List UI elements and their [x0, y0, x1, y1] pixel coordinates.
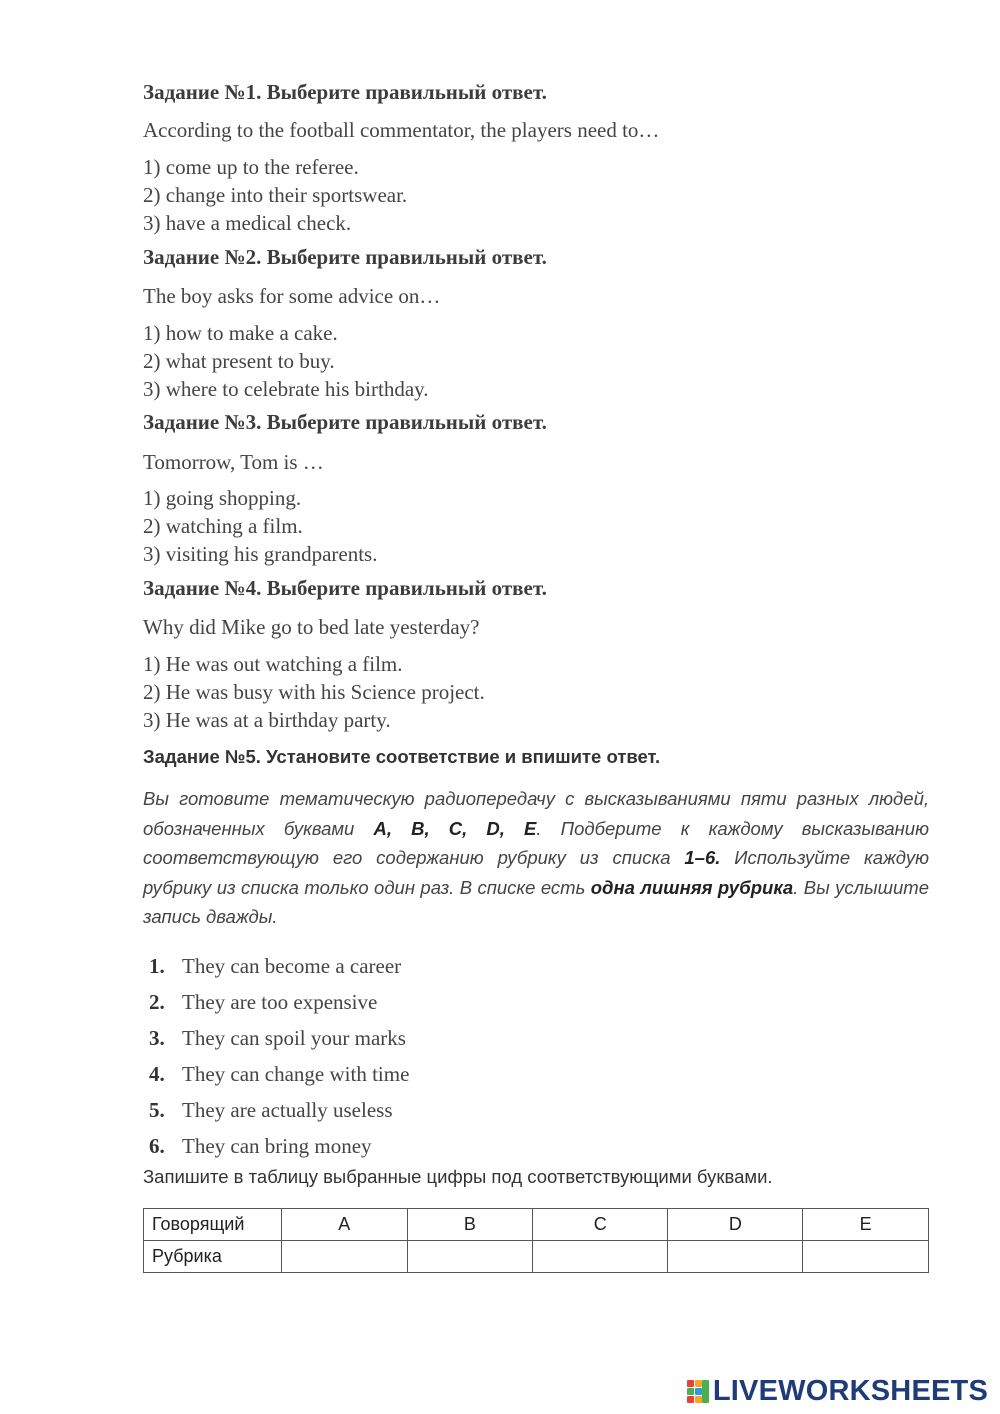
task-3-question: Tomorrow, Tom is …: [143, 450, 324, 474]
speaker-letter-d: D: [668, 1209, 803, 1241]
instruction-range: 1–6.: [684, 847, 721, 869]
speaker-row: [144, 1209, 929, 1241]
rubric-item: [149, 1062, 409, 1087]
rubric-text: They can bring money: [182, 1134, 372, 1158]
logo-square-1: [687, 1380, 694, 1387]
logo-square-3: [687, 1388, 694, 1395]
logo-square-4: [695, 1388, 702, 1395]
instruction-text-2: . Подберите к каждому высказыванию соответствующую его содержанию рубрику из списка: [143, 817, 929, 869]
task-5-heading: Задание №5. Установите соответствие и впишите ответ.: [143, 746, 661, 767]
task-4-option-1[interactable]: 1) He was out watching a film.: [143, 652, 403, 676]
instruction-extra-rubric: одна лишняя рубрика: [590, 876, 794, 898]
logo-square-6: [695, 1396, 702, 1403]
task-1-option-3[interactable]: 3) have a medical check.: [143, 211, 352, 235]
task-2-option-3[interactable]: 3) where to celebrate his birthday.: [143, 377, 429, 401]
speaker-letter-c: C: [533, 1209, 668, 1241]
liveworksheets-logo-icon: [687, 1378, 709, 1404]
rubric-row: [144, 1241, 929, 1273]
task-1-option-1[interactable]: 1) come up to the referee.: [143, 155, 359, 179]
answer-table: [143, 1208, 929, 1273]
speaker-letter-b: B: [407, 1209, 533, 1241]
task-5-instruction: [143, 784, 929, 932]
rubric-label: Рубрика: [144, 1241, 282, 1273]
rubric-number: 1.: [149, 954, 165, 978]
speaker-letter-a: A: [282, 1209, 408, 1241]
logo-square-5: [687, 1396, 694, 1403]
instruction-text-3: Используйте каждую рубрику из списка только один раз. В списке есть: [143, 847, 929, 898]
task-1-option-2[interactable]: 2) change into their sportswear.: [143, 183, 408, 207]
task-3-option-3[interactable]: 3) visiting his grandparents.: [143, 542, 378, 566]
rubric-number: 5.: [149, 1098, 165, 1122]
liveworksheets-logo-text: LIVEWORKSHEETS: [712, 1374, 988, 1407]
task-4-option-2[interactable]: 2) He was busy with his Science project.: [143, 680, 485, 704]
rubric-item: [149, 1134, 372, 1159]
rubric-text: They are too expensive: [182, 990, 378, 1014]
table-instruction: Запишите в таблицу выбранные цифры под соответствующими буквами.: [143, 1166, 773, 1187]
logo-square-2: [695, 1380, 702, 1387]
rubric-text: They are actually useless: [182, 1098, 393, 1122]
task-2-heading: Задание №2. Выберите правильный ответ.: [143, 245, 547, 269]
rubric-item: [149, 990, 377, 1015]
speaker-letter-e: E: [803, 1209, 929, 1241]
task-2-option-1[interactable]: 1) how to make a cake.: [143, 321, 338, 345]
task-4-heading: Задание №4. Выберите правильный ответ.: [143, 576, 547, 600]
speaker-label: Говорящий: [144, 1209, 282, 1241]
task-2-option-2[interactable]: 2) what present to buy.: [143, 349, 335, 373]
answer-cell-b[interactable]: [407, 1241, 533, 1273]
task-2-question: The boy asks for some advice on…: [143, 284, 441, 308]
liveworksheets-logo: [687, 1374, 988, 1408]
rubric-text: They can become a career: [182, 954, 402, 978]
instruction-letters: A, B, C, D, E: [373, 817, 537, 839]
rubric-item: [149, 1098, 393, 1123]
rubric-text: They can change with time: [182, 1062, 410, 1086]
rubric-number: 6.: [149, 1134, 165, 1158]
task-1-question: According to the football commentator, the players need to…: [143, 118, 660, 142]
task-3-option-2[interactable]: 2) watching a film.: [143, 514, 303, 538]
task-4-option-3[interactable]: 3) He was at a birthday party.: [143, 708, 391, 732]
rubric-number: 4.: [149, 1062, 165, 1086]
instruction-text-4: . Вы услышите запись дважды.: [143, 876, 929, 928]
logo-bar: [702, 1380, 709, 1403]
answer-cell-e[interactable]: [803, 1241, 929, 1273]
answer-cell-c[interactable]: [533, 1241, 668, 1273]
rubric-item: [149, 1026, 406, 1051]
answer-cell-d[interactable]: [668, 1241, 803, 1273]
task-1-heading: Задание №1. Выберите правильный ответ.: [143, 80, 547, 104]
task-3-option-1[interactable]: 1) going shopping.: [143, 486, 302, 510]
rubric-number: 3.: [149, 1026, 165, 1050]
rubric-text: They can spoil your marks: [182, 1026, 406, 1050]
rubric-number: 2.: [149, 990, 165, 1014]
task-3-heading: Задание №3. Выберите правильный ответ.: [143, 410, 547, 434]
answer-cell-a[interactable]: [282, 1241, 408, 1273]
instruction-text-1: Вы готовите тематическую радиопередачу с высказываниями пяти разных людей, обозначенных буквами: [143, 788, 929, 839]
rubric-item: [149, 954, 401, 979]
task-4-question: Why did Mike go to bed late yesterday?: [143, 615, 480, 639]
